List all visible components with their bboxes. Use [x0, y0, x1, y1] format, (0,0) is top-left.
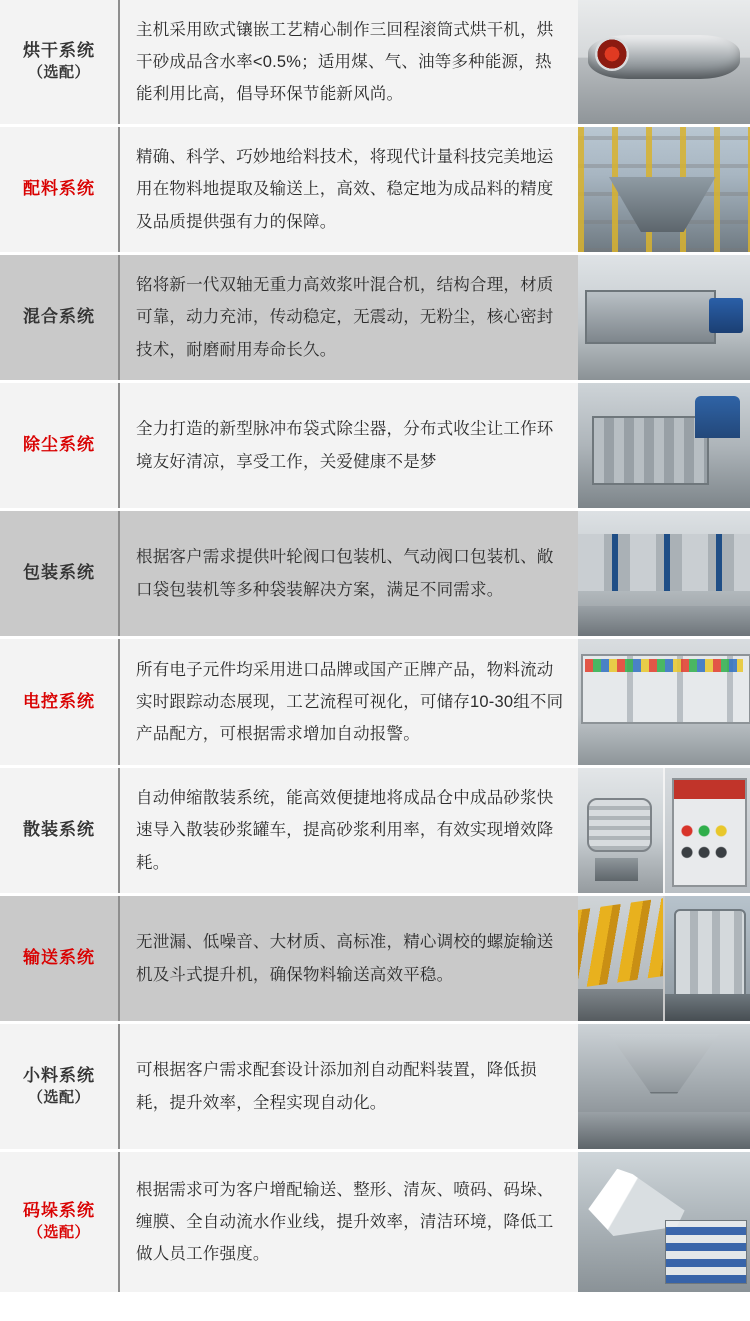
row-description: 可根据客户需求配套设计添加剂自动配料装置，降低损耗，提升效率，全程实现自动化。 — [136, 1061, 537, 1112]
row-title-line1: 码垛系统 — [23, 1201, 95, 1221]
dust-collector-photo — [578, 383, 750, 508]
row-title-line1: 除尘系统 — [23, 435, 95, 455]
row-title-line1: 输送系统 — [23, 948, 95, 968]
row-title-line1: 混合系统 — [23, 307, 95, 327]
row-description: 铭将新一代双轴无重力高效浆叶混合机，结构合理，材质可靠，动力充沛，传动稳定，无震动，无粉尘，核心密封技术，耐磨耐用寿命长久。 — [136, 276, 554, 359]
row-description: 主机采用欧式镶嵌工艺精心制作三回程滚筒式烘干机，烘干砂成品含水率<0.5%；适用煤、气、油等多种能源，热能利用比高，倡导环保节能新风尚。 — [136, 20, 554, 104]
row-description-cell — [118, 255, 578, 380]
row-description: 全力打造的新型脉冲布袋式除尘器，分布式收尘让工作环境友好清凉，享受工作，关爱健康不是梦 — [136, 420, 554, 471]
row-image-cell — [578, 511, 750, 636]
palletizing-robot-photo — [578, 1152, 750, 1292]
row-title-line2: （选配） — [27, 64, 90, 82]
row-title-cell — [0, 255, 118, 380]
table-row — [0, 511, 750, 639]
row-title-cell — [0, 127, 118, 252]
row-title-line1: 包装系统 — [23, 563, 95, 583]
row-image-cell — [578, 1024, 750, 1149]
row-description-cell — [118, 768, 578, 893]
row-description-cell — [118, 896, 578, 1021]
packing-machine-photo — [578, 511, 750, 636]
row-title-cell — [0, 511, 118, 636]
row-title-line1: 配料系统 — [23, 179, 95, 199]
row-description-cell — [118, 0, 578, 124]
dryer-drum-photo — [578, 0, 750, 124]
row-description-cell — [118, 511, 578, 636]
table-row — [0, 255, 750, 383]
row-title-line1: 烘干系统 — [23, 41, 95, 61]
control-cabinet-photo — [578, 639, 750, 765]
row-image-cell — [578, 896, 750, 1021]
bucket-elevator-photo — [665, 896, 750, 1021]
row-description: 根据需求可为客户增配输送、整形、清灰、喷码、码垛、缠膜、全自动流水作业线，提升效率，清洁环境，降低工做人员工作强度。 — [136, 1180, 554, 1264]
row-title-cell — [0, 383, 118, 508]
row-title-cell — [0, 0, 118, 124]
table-row — [0, 768, 750, 896]
row-title-line2: （选配） — [27, 1224, 90, 1242]
row-title-line1: 散装系统 — [23, 820, 95, 840]
row-description-cell — [118, 639, 578, 765]
row-description-cell — [118, 127, 578, 252]
table-row — [0, 127, 750, 255]
row-description-cell — [118, 1024, 578, 1149]
table-row — [0, 1152, 750, 1292]
row-description-cell — [118, 383, 578, 508]
row-image-cell — [578, 639, 750, 765]
row-description: 精确、科学、巧妙地给料技术，将现代计量科技完美地运用在物料地提取及输送上，高效、稳定地为成品料的精度及品质提供强有力的保障。 — [136, 148, 554, 231]
row-title-cell — [0, 896, 118, 1021]
row-description: 所有电子元件均采用进口品牌或国产正牌产品，物料流动实时跟踪动态展现，工艺流程可视化，可储存10-30组不同产品配方，可根据需求增加自动报警。 — [136, 660, 564, 744]
row-image-cell — [578, 127, 750, 252]
row-description-cell — [118, 1152, 578, 1292]
table-row — [0, 1024, 750, 1152]
row-image-cell — [578, 383, 750, 508]
table-row — [0, 0, 750, 127]
red-control-panel-photo — [665, 768, 750, 893]
row-title-line1: 小料系统 — [23, 1065, 95, 1085]
mixer-machine-photo — [578, 255, 750, 380]
row-title-cell — [0, 1024, 118, 1149]
row-title-cell — [0, 768, 118, 893]
row-title-cell — [0, 639, 118, 765]
row-description: 自动伸缩散装系统，能高效便捷地将成品仓中成品砂浆快速导入散装砂浆罐车，提高砂浆利用率，有效实现增效降耗。 — [136, 789, 554, 872]
row-image-cell — [578, 0, 750, 124]
screw-conveyor-photo — [578, 896, 663, 1021]
table-row — [0, 896, 750, 1024]
table-row — [0, 639, 750, 768]
row-image-cell — [578, 255, 750, 380]
additive-station-photo — [578, 1024, 750, 1149]
row-image-cell — [578, 768, 750, 893]
batching-plant-photo — [578, 127, 750, 252]
bulk-loading-photo — [578, 768, 663, 893]
row-description: 根据客户需求提供叶轮阀口包装机、气动阀口包装机、敞口袋包装机等多种袋装解决方案，满足不同需求。 — [136, 548, 554, 599]
row-title-line1: 电控系统 — [23, 691, 95, 711]
row-title-line2: （选配） — [27, 1088, 90, 1106]
row-title-cell — [0, 1152, 118, 1292]
row-image-cell — [578, 1152, 750, 1292]
table-row — [0, 383, 750, 511]
row-description: 无泄漏、低噪音、大材质、高标准，精心调校的螺旋输送机及斗式提升机，确保物料输送高效平稳。 — [136, 933, 554, 984]
